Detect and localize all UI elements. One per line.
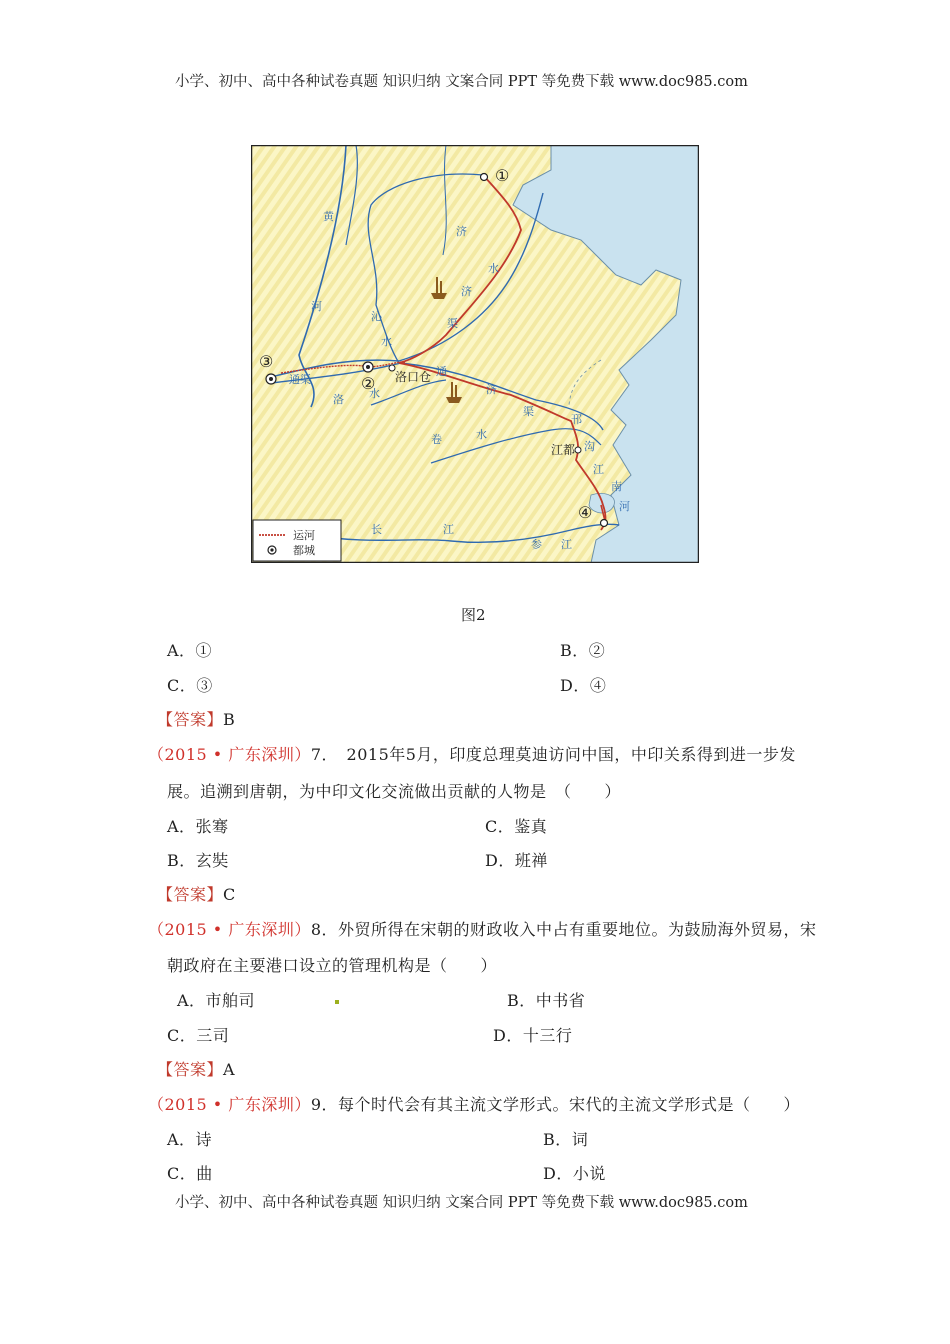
label-jiangdu: 江都 [551, 443, 576, 457]
label-jiang: 江 [443, 523, 454, 536]
capital-2-dot [366, 365, 370, 369]
label-circle-3: ③ [259, 352, 274, 371]
q7-answer-mark: 【答案】 [157, 885, 224, 904]
q6-option-b: B．② [560, 641, 606, 660]
label-huang: 黄 [323, 210, 334, 223]
q7-line1 [148, 742, 796, 765]
q6-answer [157, 707, 235, 730]
label-shui4: 水 [476, 428, 487, 441]
stray-mark [335, 1000, 339, 1004]
q8-answer-value: A [223, 1060, 236, 1079]
label-qu-lower: 渠 [523, 405, 534, 418]
q8-text-1: 8．外贸所得在宋朝的财政收入中占有重要地位。为鼓励海外贸易，宋 [310, 920, 817, 939]
legend-capital-label: 都城 [293, 544, 315, 557]
label-tong: 通 [436, 365, 447, 378]
q6-answer-value: B [223, 710, 236, 729]
label-shui1: 水 [488, 262, 499, 275]
label-luo: 洛 [333, 393, 344, 406]
q7-answer [157, 882, 236, 905]
q9-text-1: 9．每个时代会有其主流文学形式。宋代的主流文学形式是（ ） [310, 1095, 801, 1114]
label-qu-upper: 渠 [447, 317, 458, 330]
q7-option-b: B．玄奘 [167, 851, 229, 870]
q7-option-c: C．鉴真 [485, 817, 548, 836]
sui-canal-map [251, 145, 699, 563]
q7-source: （2015 • 广东深圳） [148, 745, 311, 764]
label-juan: 卷 [431, 433, 442, 446]
q6-option-d: D．④ [560, 676, 607, 695]
label-circle-2: ② [361, 374, 376, 393]
q8-source: （2015 • 广东深圳） [148, 920, 311, 939]
q7-text-2: 展。追溯到唐朝，为中印文化交流做出贡献的人物是 （ ） [167, 782, 622, 801]
q8-line1 [148, 917, 817, 940]
label-qin: 沁 [371, 310, 382, 323]
label-shui2: 水 [381, 335, 392, 348]
q7-option-a: A．张骞 [167, 817, 229, 836]
map-legend [253, 520, 341, 561]
label-circle-1: ① [495, 166, 510, 185]
q8-option-d: D．十三行 [493, 1026, 573, 1045]
label-jiangnan-nan: 南 [611, 480, 622, 493]
label-han: 邗 [571, 413, 582, 426]
q8-answer-mark: 【答案】 [157, 1060, 224, 1079]
q7-answer-value: C [223, 885, 236, 904]
legend-canal-label: 运河 [293, 529, 315, 542]
label-jiangnan-jiang: 江 [593, 463, 604, 476]
label-circle-4: ④ [578, 503, 593, 522]
q9-option-b: B．词 [543, 1130, 589, 1149]
legend-capital-dot [270, 548, 273, 551]
q9-option-a: A．诗 [167, 1130, 213, 1149]
q8-answer [157, 1057, 235, 1080]
q9-source: （2015 • 广东深圳） [148, 1095, 311, 1114]
q8-option-c: C．三司 [167, 1026, 230, 1045]
q8-option-b: B．中书省 [507, 991, 586, 1010]
label-shui3: 水 [369, 387, 380, 400]
label-gou: 沟 [584, 440, 595, 453]
label-jiangnan-he: 河 [619, 500, 630, 513]
site-4-marker [601, 520, 608, 527]
label-luokoucang: 洛口仓 [395, 370, 432, 384]
label-ji-upper: 济 [461, 285, 472, 298]
q8-text-2: 朝政府在主要港口设立的管理机构是（ ） [167, 956, 498, 975]
label-ji-lower: 济 [486, 383, 497, 396]
q8-option-a: A．市舶司 [177, 991, 256, 1010]
label-tongqu: 通渠 [289, 373, 311, 386]
q6-answer-mark: 【答案】 [157, 710, 224, 729]
q6-option-a: A．① [167, 641, 213, 660]
q6-option-c: C．③ [167, 676, 213, 695]
q7-option-d: D．班禅 [485, 851, 548, 870]
capital-3-dot [269, 377, 273, 381]
page-footer: 小学、初中、高中各种试卷真题 知识归纳 文案合同 PPT 等免费下载 www.doc985.com [175, 1195, 748, 1211]
q9-line1 [148, 1092, 800, 1115]
q9-option-d: D．小说 [543, 1164, 606, 1183]
label-he: 河 [311, 300, 322, 313]
label-can: 参 [531, 538, 542, 551]
jiangdu-marker [575, 447, 581, 453]
q7-text-1: 7． 2015年5月，印度总理莫迪访问中国，中印关系得到进一步发 [310, 745, 796, 764]
site-1-marker [481, 174, 488, 181]
label-jiang-south: 江 [561, 538, 572, 551]
figure-caption: 图2 [461, 606, 486, 624]
page-header: 小学、初中、高中各种试卷真题 知识归纳 文案合同 PPT 等免费下载 www.doc985.com [175, 74, 748, 90]
label-ji: 济 [456, 225, 467, 238]
label-chang: 长 [371, 523, 382, 536]
q9-option-c: C．曲 [167, 1164, 213, 1183]
